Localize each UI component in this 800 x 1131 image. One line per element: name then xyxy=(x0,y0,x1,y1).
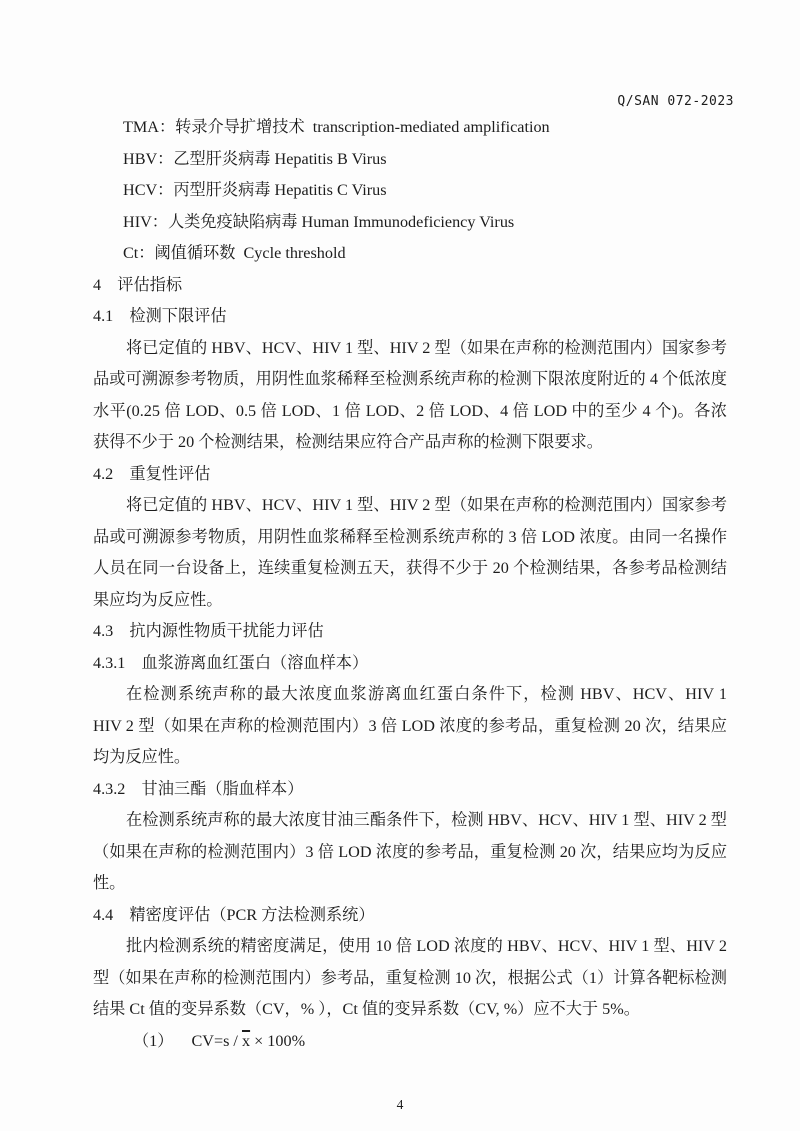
text-line: TMA：转录介导扩增技术 transcription-mediated amplification xyxy=(123,118,550,136)
text-line: 在检测系统声称的最大浓度甘油三酯条件下，检测 HBV、HCV、HIV 1 型、HIV 2 型 xyxy=(126,811,727,829)
text-line: 水平(0.25 倍 LOD、0.5 倍 LOD、1 倍 LOD、2 倍 LOD、4 倍 LOD 中的至少 4 个)。各浓 xyxy=(93,401,727,420)
text-line: 将已定值的 HBV、HCV、HIV 1 型、HIV 2 型（如果在声称的检测范围内）国家参考 xyxy=(126,496,727,514)
section-heading: 4.3.2 甘油三酯（脂血样本） xyxy=(93,779,304,798)
formula-expression-pre: CV=s / xyxy=(191,1031,242,1050)
text-line: 性。 xyxy=(93,874,126,892)
text-line: HCV：丙型肝炎病毒 Hepatitis C Virus xyxy=(123,181,387,199)
doc-code-header: Q/SAN 072-2023 xyxy=(617,94,734,109)
section-heading: 4.4 精密度评估（PCR 方法检测系统） xyxy=(93,905,375,924)
text-line: 品或可溯源参考物质，用阴性血浆稀释至检测系统声称的检测下限浓度附近的 4 个低浓度 xyxy=(93,370,727,388)
text-line: （如果在声称的检测范围内）3 倍 LOD 浓度的参考品，重复检测 20 次，结果应均为反应 xyxy=(93,842,727,861)
formula-line xyxy=(93,1026,727,1058)
text-lines xyxy=(93,112,727,1026)
text-line: 批内检测系统的精密度满足，使用 10 倍 LOD 浓度的 HBV、HCV、HIV 1 型、HIV 2 xyxy=(126,937,727,955)
section-heading: 4 评估指标 xyxy=(93,275,183,294)
document-body xyxy=(93,112,727,1057)
text-line: HBV：乙型肝炎病毒 Hepatitis B Virus xyxy=(123,149,387,168)
section-heading: 4.3 抗内源性物质干扰能力评估 xyxy=(93,622,324,640)
formula-expression-post: × 100% xyxy=(250,1031,306,1050)
text-line: 均为反应性。 xyxy=(93,748,191,766)
text-line: 获得不少于 20 个检测结果，检测结果应符合产品声称的检测下限要求。 xyxy=(93,433,603,451)
section-heading: 4.2 重复性评估 xyxy=(93,464,211,483)
text-line: 人员在同一台设备上，连续重复检测五天，获得不少于 20 个检测结果，各参考品检测结 xyxy=(93,559,727,577)
text-line: HIV：人类免疫缺陷病毒 Human Immunodeficiency Virus xyxy=(123,212,515,231)
section-heading: 4.3.1 血浆游离血红蛋白（溶血样本） xyxy=(93,653,369,672)
text-line: 型（如果在声称的检测范围内）参考品，重复检测 10 次，根据公式（1）计算各靶标检测 xyxy=(93,968,727,987)
text-line: 将已定值的 HBV、HCV、HIV 1 型、HIV 2 型（如果在声称的检测范围内）国家参考 xyxy=(126,338,727,357)
text-line: HIV 2 型（如果在声称的检测范围内）3 倍 LOD 浓度的参考品，重复检测 20 次，结果应 xyxy=(93,716,727,735)
section-heading: 4.1 检测下限评估 xyxy=(93,307,227,325)
page-number: 4 xyxy=(396,1097,404,1112)
formula-number-label: （1） xyxy=(133,1031,174,1050)
text-line: 结果 Ct 值的变异系数（CV，% ），Ct 值的变异系数（CV, %）应不大于 5%。 xyxy=(93,1000,640,1018)
xbar-overline: $\overline{x}$ xyxy=(241,1031,251,1050)
text-line: 在检测系统声称的最大浓度血浆游离血红蛋白条件下，检测 HBV、HCV、HIV 1 xyxy=(126,685,727,703)
text-line: 果应均为反应性。 xyxy=(93,590,223,609)
text-line: Ct：阈值循环数 Cycle threshold xyxy=(123,244,346,262)
text-line: 品或可溯源参考物质，用阴性血浆稀释至检测系统声称的 3 倍 LOD 浓度。由同一名操作 xyxy=(93,527,727,546)
